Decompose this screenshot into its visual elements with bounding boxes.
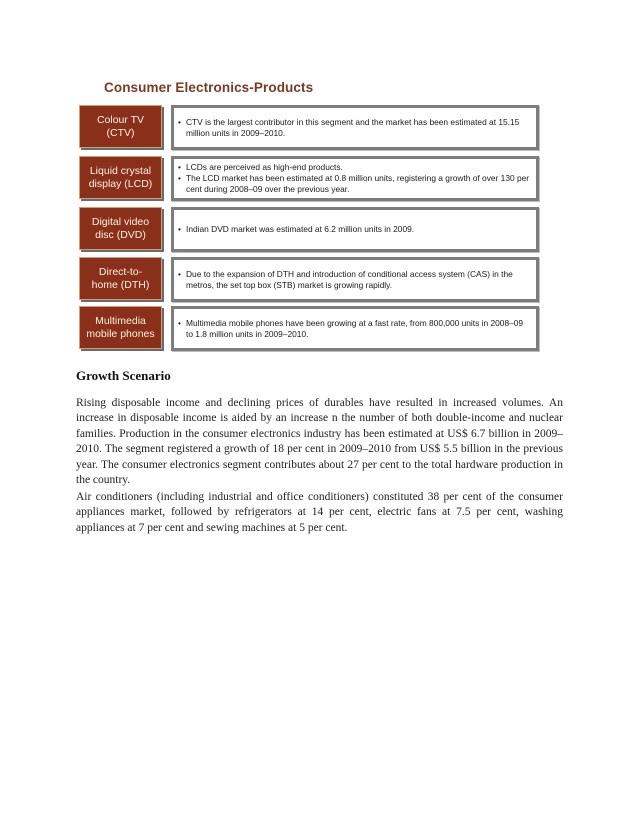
product-description-multimedia bbox=[171, 306, 539, 351]
product-label-multimedia: Multimedia mobile phones bbox=[79, 306, 162, 349]
product-row-ctv bbox=[79, 105, 541, 150]
bullet-item: • Multimedia mobile phones have been growing at a fast rate, from 800,000 units in 2008–09 to 1.8 million units in 2009–2010. bbox=[178, 318, 530, 340]
bullet-item: • The LCD market has been estimated at 0.8 million units, registering a growth of over 130 per cent during 2008–09 over the previous year. bbox=[178, 173, 530, 194]
bullet-text: The LCD market has been estimated at 0.8 million units, registering a growth of over 130 per cent during 2008–09 over the previous year. bbox=[186, 173, 530, 194]
product-label-dvd: Digital video disc (DVD) bbox=[79, 207, 162, 250]
product-description-lcd bbox=[171, 156, 539, 201]
product-label-dth: Direct-to- home (DTH) bbox=[79, 257, 162, 300]
bullet-item: • CTV is the largest contributor in this segment and the market has been estimated at 15.15 million units in 2009–2010. bbox=[178, 117, 530, 139]
product-description-dvd bbox=[171, 207, 539, 252]
section-heading: Growth Scenario bbox=[76, 368, 171, 383]
bullet-text: CTV is the largest contributor in this segment and the market has been estimated at 15.15 million units in 2009–2010. bbox=[186, 116, 520, 138]
figure-title: Consumer Electronics-Products bbox=[104, 80, 314, 95]
product-row-multimedia bbox=[79, 306, 541, 351]
bullet-item: • Indian DVD market was estimated at 6.2 million units in 2009. bbox=[178, 224, 415, 235]
product-description-dth bbox=[171, 257, 539, 302]
product-label-ctv: Colour TV (CTV) bbox=[79, 105, 162, 148]
product-row-lcd bbox=[79, 156, 541, 201]
product-row-dth bbox=[79, 257, 541, 302]
bullet-item: • Due to the expansion of DTH and introduction of conditional access system (CAS) in the metros, the set top box (STB) market is growing rapidly. bbox=[178, 269, 530, 291]
product-row-dvd bbox=[79, 207, 541, 252]
bullet-text: Due to the expansion of DTH and introduction of conditional access system (CAS) in the metros, the set top box (STB) market is growing rapidly. bbox=[186, 268, 513, 290]
bullet-text: LCDs are perceived as high-end products. bbox=[186, 162, 343, 173]
paragraph: Air conditioners (including industrial and office conditioners) constituted 38 per cent of the consumer appliances market, followed by refrigerators at 14 per cent, electric fans at 7.5 per cent, washing appliances at 7 per cent and sewing machines at 5 per cent. bbox=[76, 491, 563, 534]
paragraph: Rising disposable income and declining prices of durables have resulted in increased volumes. An increase in disposable income is aided by an increase n the number of both double-income and nuclear families. Production in the consumer electronics industry has been estimated at US$ 6.7 billion in 2009–2010. The segment registered a growth of 18 per cent in 2009–2010 from US$ 5.5 billion in the previous year. The consumer electronics segment contributes about 27 per cent to the total hardware production in the country. bbox=[76, 397, 563, 487]
product-label-lcd: Liquid crystal display (LCD) bbox=[79, 156, 162, 199]
bullet-text: Multimedia mobile phones have been growing at a fast rate, from 800,000 units in 2008–09 to 1.8 million units in 2009–2010. bbox=[186, 317, 524, 339]
bullet-text: Indian DVD market was estimated at 6.2 million units in 2009. bbox=[186, 224, 415, 235]
bullet-item: • LCDs are perceived as high-end products. bbox=[178, 162, 343, 173]
product-description-ctv bbox=[171, 105, 539, 150]
